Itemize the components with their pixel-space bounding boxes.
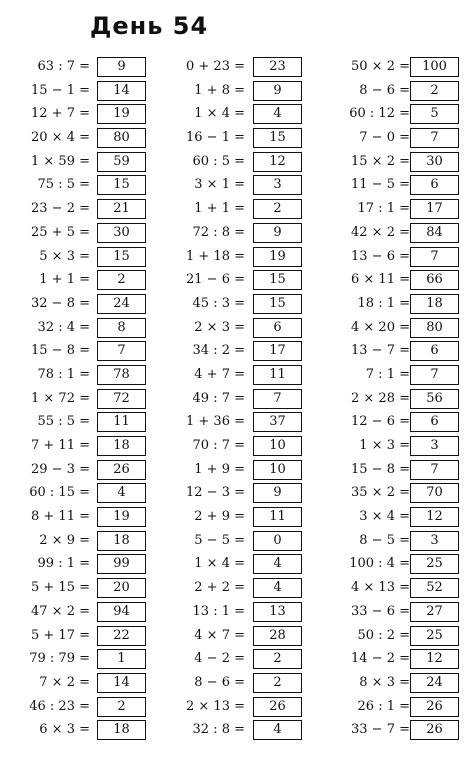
answer-box: 27	[410, 602, 459, 622]
answer-box: 7	[410, 128, 459, 148]
problem-expression: 18 : 1 =	[357, 295, 410, 311]
problem-expression: 79 : 79 =	[29, 651, 90, 667]
problem-expression: 100 : 4 =	[349, 556, 410, 572]
problem-expression: 0 + 23 =	[186, 59, 245, 74]
answer-box: 25	[410, 554, 459, 574]
problem-expression: 34 : 2 =	[192, 343, 245, 359]
problem-expression: 70 : 7 =	[192, 438, 245, 453]
answer-box: 21	[97, 199, 146, 219]
answer-box: 37	[253, 412, 302, 432]
answer-box: 70	[410, 483, 459, 503]
answer-box: 9	[253, 483, 302, 503]
answer-box: 9	[253, 81, 302, 101]
page-title: День 54	[90, 12, 209, 40]
problem-expression: 6 × 3 =	[39, 722, 90, 738]
answer-box: 18	[97, 436, 146, 456]
answer-box: 6	[410, 412, 459, 432]
answer-box: 13	[253, 602, 302, 622]
answer-box: 24	[410, 673, 459, 693]
problem-expression: 50 : 2 =	[357, 627, 410, 643]
answer-box: 26	[253, 697, 302, 717]
problem-expression: 8 − 6 =	[359, 82, 410, 98]
answer-box: 28	[253, 626, 302, 646]
answer-box: 18	[410, 294, 459, 314]
answer-box: 14	[97, 81, 146, 101]
problem-expression: 4 × 20 =	[351, 319, 410, 335]
problem-expression: 7 × 2 =	[39, 674, 90, 690]
answer-box: 5	[410, 104, 459, 124]
problem-expression: 20 × 4 =	[31, 130, 90, 146]
problem-expression: 55 : 5 =	[37, 414, 90, 430]
answer-box: 17	[253, 341, 302, 361]
problem-expression: 4 × 13 =	[351, 580, 410, 596]
answer-box: 1	[97, 649, 146, 669]
problem-expression: 5 + 15 =	[31, 580, 90, 596]
answer-box: 20	[97, 578, 146, 598]
answer-box: 2	[97, 697, 146, 717]
problem-expression: 2 × 28 =	[351, 390, 410, 406]
answer-box: 4	[97, 483, 146, 503]
problem-expression: 3 × 1 =	[194, 177, 245, 193]
answer-box: 19	[97, 507, 146, 527]
answer-box: 24	[97, 294, 146, 314]
problem-expression: 1 + 36 =	[186, 414, 245, 430]
answer-box: 15	[97, 247, 146, 267]
problem-expression: 2 × 13 =	[186, 698, 245, 714]
answer-box: 7	[410, 365, 459, 385]
problem-expression: 1 + 1 =	[39, 272, 90, 288]
problem-expression: 12 − 6 =	[351, 414, 410, 430]
answer-box: 11	[253, 507, 302, 527]
problem-expression: 3 × 4 =	[359, 509, 410, 525]
problem-expression: 15 − 8 =	[351, 461, 410, 477]
answer-box: 6	[410, 341, 459, 361]
problem-expression: 5 + 17 =	[31, 627, 90, 643]
problem-expression: 60 : 12 =	[349, 106, 410, 122]
problem-expression: 1 × 72 =	[31, 390, 90, 406]
answer-box: 78	[97, 365, 146, 385]
answer-box: 15	[97, 175, 146, 195]
problem-expression: 47 × 2 =	[31, 603, 90, 619]
problem-expression: 29 − 3 =	[31, 461, 90, 477]
answer-box: 11	[253, 365, 302, 385]
answer-box: 7	[97, 341, 146, 361]
answer-box: 2	[253, 673, 302, 693]
problem-expression: 72 : 8 =	[192, 224, 245, 240]
answer-box: 26	[410, 697, 459, 717]
answer-box: 2	[97, 270, 146, 290]
answer-box: 19	[97, 104, 146, 124]
answer-box: 2	[410, 81, 459, 101]
answer-box: 6	[410, 175, 459, 195]
problem-expression: 2 + 9 =	[194, 509, 245, 525]
problem-expression: 21 − 6 =	[186, 272, 245, 288]
problem-expression: 49 : 7 =	[192, 390, 245, 406]
answer-box: 2	[253, 649, 302, 669]
problem-expression: 16 − 1 =	[186, 130, 245, 146]
problem-expression: 8 − 6 =	[194, 674, 245, 690]
answer-box: 3	[410, 531, 459, 551]
answer-box: 7	[253, 389, 302, 409]
answer-box: 15	[253, 294, 302, 314]
problem-expression: 60 : 5 =	[192, 153, 245, 169]
problem-expression: 4 × 7 =	[194, 627, 245, 643]
answer-box: 80	[410, 318, 459, 338]
problem-expression: 2 × 9 =	[39, 532, 90, 548]
problem-expression: 42 × 2 =	[351, 224, 410, 240]
problem-expression: 32 : 4 =	[37, 319, 90, 335]
answer-box: 8	[97, 318, 146, 338]
problem-expression: 26 : 1 =	[357, 698, 410, 714]
answer-box: 15	[253, 270, 302, 290]
problem-expression: 4 + 7 =	[194, 366, 245, 382]
answer-box: 10	[253, 436, 302, 456]
problem-expression: 2 × 3 =	[194, 319, 245, 335]
answer-box: 26	[97, 460, 146, 480]
answer-box: 3	[253, 175, 302, 195]
problem-expression: 32 : 8 =	[192, 722, 245, 738]
problem-expression: 99 : 1 =	[37, 556, 90, 572]
answer-box: 6	[253, 318, 302, 338]
problem-expression: 1 × 4 =	[194, 556, 245, 572]
problem-expression: 7 + 11 =	[31, 438, 90, 453]
answer-box: 12	[253, 152, 302, 172]
answer-box: 4	[253, 720, 302, 740]
answer-box: 14	[97, 673, 146, 693]
problem-expression: 13 : 1 =	[192, 603, 245, 619]
problem-expression: 15 − 1 =	[31, 82, 90, 98]
problem-expression: 33 − 6 =	[351, 603, 410, 619]
problem-expression: 15 × 2 =	[351, 153, 410, 169]
problem-expression: 78 : 1 =	[37, 366, 90, 382]
answer-box: 22	[97, 626, 146, 646]
answer-box: 15	[253, 128, 302, 148]
problem-expression: 2 + 2 =	[194, 580, 245, 596]
answer-box: 100	[410, 57, 459, 77]
problem-expression: 14 − 2 =	[351, 651, 410, 667]
answer-box: 12	[410, 649, 459, 669]
answer-box: 23	[253, 57, 302, 77]
answer-box: 4	[253, 578, 302, 598]
problem-expression: 60 : 15 =	[29, 485, 90, 501]
problem-expression: 35 × 2 =	[351, 485, 410, 501]
answer-box: 99	[97, 554, 146, 574]
answer-box: 18	[97, 531, 146, 551]
answer-box: 66	[410, 270, 459, 290]
problem-expression: 45 : 3 =	[192, 295, 245, 311]
answer-box: 94	[97, 602, 146, 622]
answer-box: 10	[253, 460, 302, 480]
problem-expression: 8 × 3 =	[359, 674, 410, 690]
answer-box: 56	[410, 389, 459, 409]
problem-expression: 1 + 18 =	[186, 248, 245, 264]
answer-box: 25	[410, 626, 459, 646]
problem-expression: 1 × 3 =	[359, 438, 410, 453]
answer-box: 18	[97, 720, 146, 740]
problem-expression: 4 − 2 =	[194, 651, 245, 667]
problem-expression: 1 + 8 =	[194, 82, 245, 98]
problem-expression: 32 − 8 =	[31, 295, 90, 311]
answer-box: 30	[410, 152, 459, 172]
problem-expression: 12 + 7 =	[31, 106, 90, 122]
problem-expression: 1 + 9 =	[194, 461, 245, 477]
problem-expression: 46 : 23 =	[29, 698, 90, 714]
problem-expression: 12 − 3 =	[186, 485, 245, 501]
problem-expression: 5 − 5 =	[194, 532, 245, 548]
problem-expression: 13 − 6 =	[351, 248, 410, 264]
problem-expression: 8 + 11 =	[31, 509, 90, 525]
problem-expression: 75 : 5 =	[37, 177, 90, 193]
answer-box: 2	[253, 199, 302, 219]
answer-box: 59	[97, 152, 146, 172]
answer-box: 12	[410, 507, 459, 527]
answer-box: 7	[410, 247, 459, 267]
answer-box: 9	[97, 57, 146, 77]
problem-expression: 11 − 5 =	[351, 177, 410, 193]
problem-expression: 63 : 7 =	[37, 59, 90, 74]
answer-box: 30	[97, 223, 146, 243]
answer-box: 84	[410, 223, 459, 243]
answer-box: 3	[410, 436, 459, 456]
problem-expression: 1 + 1 =	[194, 201, 245, 217]
problem-expression: 13 − 7 =	[351, 343, 410, 359]
problem-expression: 5 × 3 =	[39, 248, 90, 264]
problem-expression: 8 − 5 =	[359, 532, 410, 548]
problem-expression: 25 + 5 =	[31, 224, 90, 240]
answer-box: 19	[253, 247, 302, 267]
problem-expression: 15 − 8 =	[31, 343, 90, 359]
problem-expression: 1 × 4 =	[194, 106, 245, 122]
answer-box: 7	[410, 460, 459, 480]
answer-box: 80	[97, 128, 146, 148]
answer-box: 9	[253, 223, 302, 243]
problem-expression: 23 − 2 =	[31, 201, 90, 217]
problem-expression: 50 × 2 =	[351, 59, 410, 74]
problem-expression: 33 − 7 =	[351, 722, 410, 738]
problem-expression: 1 × 59 =	[31, 153, 90, 169]
answer-box: 4	[253, 554, 302, 574]
answer-box: 0	[253, 531, 302, 551]
problem-expression: 7 − 0 =	[359, 130, 410, 146]
problem-expression: 6 × 11 =	[351, 272, 410, 288]
answer-box: 17	[410, 199, 459, 219]
answer-box: 72	[97, 389, 146, 409]
answer-box: 52	[410, 578, 459, 598]
answer-box: 4	[253, 104, 302, 124]
problem-expression: 7 : 1 =	[365, 366, 410, 382]
problem-expression: 17 : 1 =	[357, 201, 410, 217]
answer-box: 11	[97, 412, 146, 432]
answer-box: 26	[410, 720, 459, 740]
